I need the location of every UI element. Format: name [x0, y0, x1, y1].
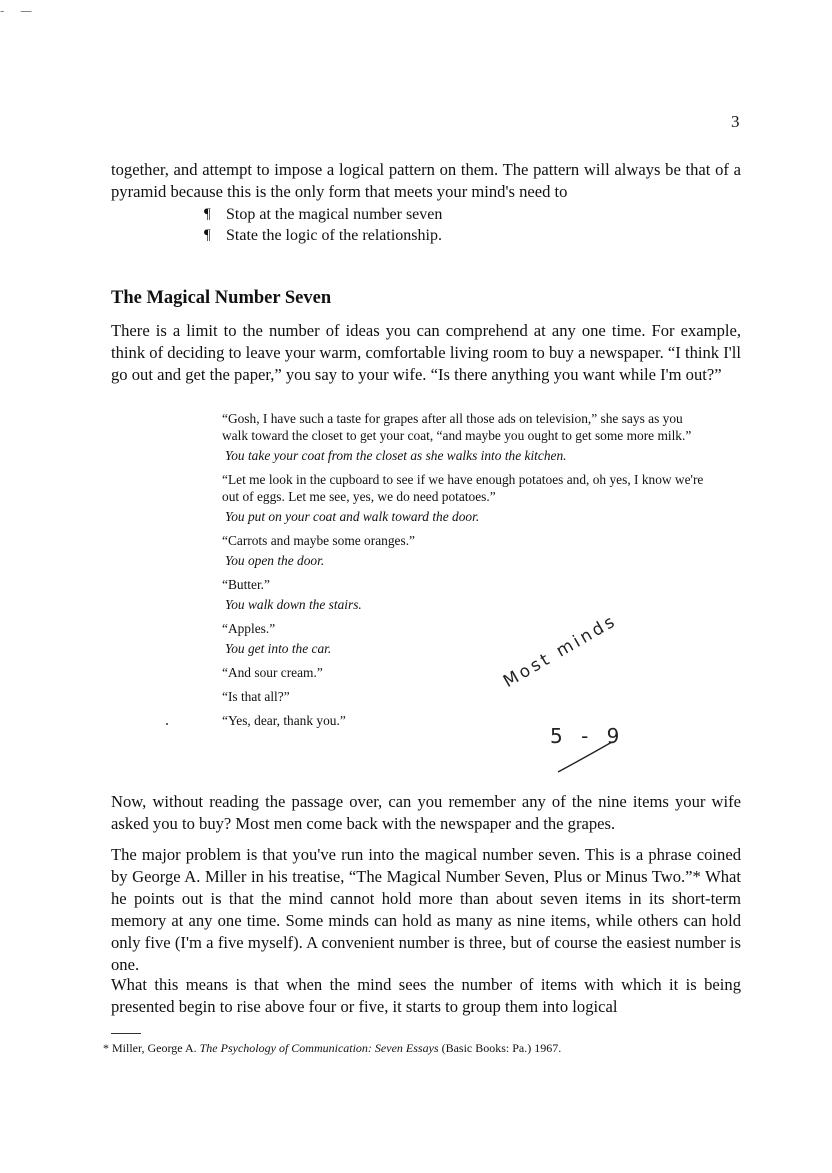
- pilcrow-icon: ¶: [204, 206, 211, 222]
- dialogue-block: [222, 410, 712, 736]
- page-number: 3: [731, 112, 740, 131]
- bullet-list: [204, 204, 442, 246]
- handwritten-range: 5 - 9: [550, 724, 626, 748]
- paragraph-1: together, and attempt to impose a logical pattern on them. The pattern will always be that of a pyramid because this is the only form that meets your mind's need to: [111, 160, 741, 201]
- footnote-publisher: (Basic Books: Pa.) 1967.: [441, 1041, 562, 1055]
- dialogue-action: You walk down the stairs.: [225, 597, 362, 612]
- dialogue-speech: “Butter.”: [222, 577, 270, 592]
- footnote-title: The Psychology of Communication: Seven Essays: [199, 1041, 439, 1055]
- dialogue-turn: [222, 688, 712, 705]
- dialogue-action: You get into the car.: [225, 641, 332, 656]
- dialogue-speech: “Apples.”: [222, 621, 276, 636]
- bullet-item: [204, 204, 442, 225]
- dialogue-turn: [222, 620, 712, 657]
- handwritten-note: Most minds: [500, 610, 621, 692]
- footnote-rule: [111, 1033, 141, 1034]
- dialogue-speech: “Yes, dear, thank you.”: [222, 713, 346, 728]
- dialogue-speech: “Gosh, I have such a taste for grapes after all those ads on television,” she says as you walk toward the closet to get your coat, “and maybe you ought to get some more milk.”: [222, 411, 692, 443]
- footnote: [103, 1041, 561, 1056]
- footnote-author: Miller, George A.: [112, 1041, 197, 1055]
- dialogue-turn: [222, 664, 712, 681]
- dialogue-turn: [222, 532, 712, 569]
- dialogue-action: You open the door.: [225, 553, 325, 568]
- bullet-text: State the logic of the relationship.: [226, 227, 442, 244]
- corner-mark: - —: [0, 4, 39, 18]
- scan-speck: [166, 723, 168, 725]
- paragraph-5: What this means is that when the mind sees the number of items with which it is being presented begin to rise above four or five, it starts to group them into logical: [111, 975, 741, 1016]
- section-heading: The Magical Number Seven: [111, 288, 332, 308]
- dialogue-action: You take your coat from the closet as she walks into the kitchen.: [225, 448, 567, 463]
- dialogue-turn: [222, 410, 712, 464]
- bullet-text: Stop at the magical number seven: [226, 206, 443, 223]
- dialogue-speech: “And sour cream.”: [222, 665, 323, 680]
- bullet-item: [204, 225, 442, 246]
- dialogue-speech: “Is that all?”: [222, 689, 290, 704]
- paragraph-4: The major problem is that you've run into the magical number seven. This is a phrase coined by George A. Miller in his treatise, “The Magical Number Seven, Plus or Minus Two.”* What he points out is that the mind cannot hold more than about seven items in its short-term memory at any one time. Some minds can hold as many as nine items, while others can hold only five (I'm a five myself). A convenient number is three, but of course the easiest number is one.: [111, 845, 741, 974]
- footnote-marker: *: [103, 1041, 109, 1055]
- dialogue-turn: [222, 712, 712, 729]
- dialogue-turn: [222, 471, 712, 525]
- paragraph-3: Now, without reading the passage over, can you remember any of the nine items your wife asked you to buy? Most men come back with the newspaper and the grapes.: [111, 792, 741, 833]
- dialogue-speech: “Carrots and maybe some oranges.”: [222, 533, 415, 548]
- dialogue-turn: [222, 576, 712, 613]
- handwritten-stroke: [556, 738, 616, 774]
- dialogue-action: You put on your coat and walk toward the door.: [225, 509, 480, 524]
- paragraph-2: There is a limit to the number of ideas you can comprehend at any one time. For example, think of deciding to leave your warm, comfortable living room to buy a newspaper. “I think I'll go out and get the paper,” you say to your wife. “Is there anything you want while I'm out?”: [111, 321, 741, 384]
- dialogue-speech: “Let me look in the cupboard to see if we have enough potatoes and, oh yes, I know we're out of eggs. Let me see, yes, we do need potatoes.”: [222, 472, 704, 504]
- pilcrow-icon: ¶: [204, 227, 211, 243]
